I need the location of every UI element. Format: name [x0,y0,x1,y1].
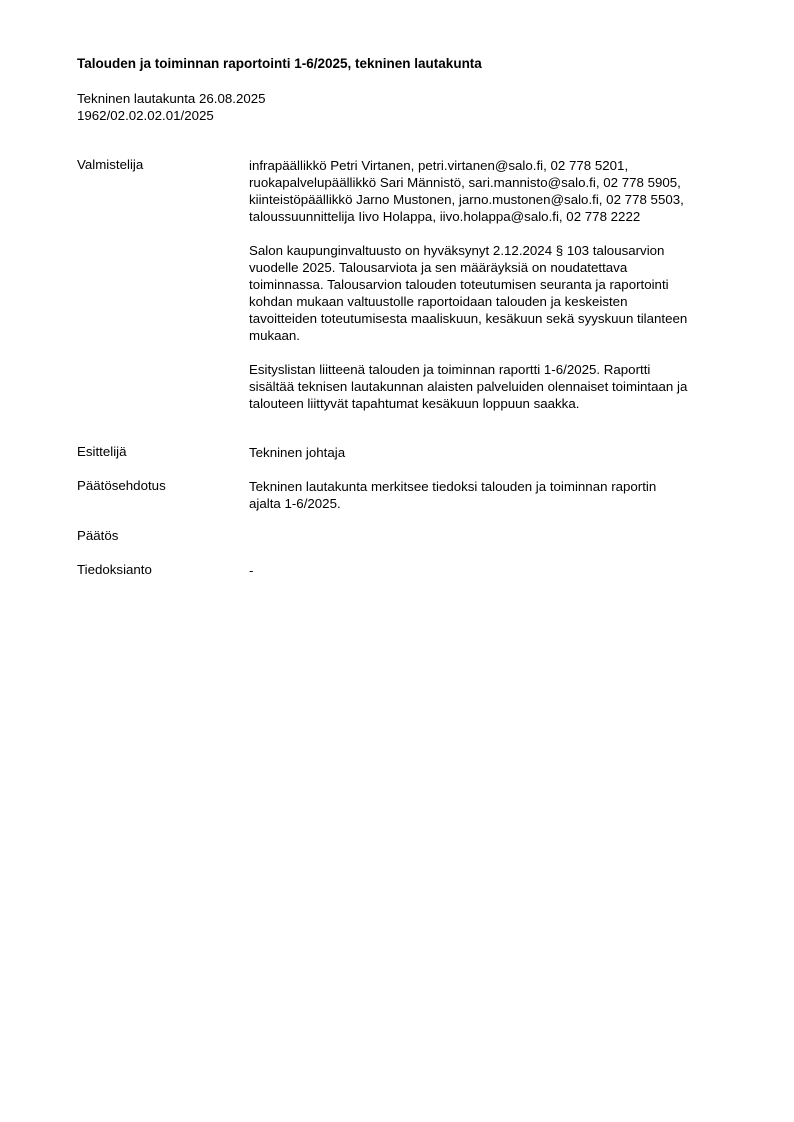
notification-label: Tiedoksianto [77,562,152,577]
preparer-contacts [249,157,739,225]
paragraph-line: talouteen liittyvät tapahtumat kesäkuun loppuun saakka. [249,396,580,411]
proposal-line: Tekninen lautakunta merkitsee tiedoksi talouden ja toiminnan raportin [249,479,657,494]
document-title: Talouden ja toiminnan raportointi 1-6/2025, tekninen lautakunta [77,56,482,71]
meeting-info [77,90,266,124]
preparer-content [249,157,739,429]
paragraph-line: tavoitteiden toteutumisesta maaliskuun, kesäkuun sekä syyskuun tilanteen [249,311,688,326]
notification-value: - [249,563,254,578]
paragraph-line: Salon kaupunginvaltuusto on hyväksynyt 2.12.2024 § 103 talousarvion [249,243,665,258]
decision-label: Päätös [77,528,119,543]
proposal-content [249,478,739,512]
presenter-text: Tekninen johtaja [249,445,346,460]
contact-line: kiinteistöpäällikkö Jarno Mustonen, jarno.mustonen@salo.fi, 02 778 5503, [249,192,684,207]
contact-line: infrapäällikkö Petri Virtanen, petri.virtanen@salo.fi, 02 778 5201, [249,158,629,173]
paragraph-line: kohdan mukaan valtuustolle raportoidaan talouden ja keskeisten [249,294,628,309]
preparer-paragraph-1 [249,242,739,344]
meeting-name: Tekninen lautakunta 26.08.2025 [77,91,266,106]
paragraph-line: vuodelle 2025. Talousarviota ja sen määräyksiä on noudatettava [249,260,628,275]
presenter-label: Esittelijä [77,444,127,459]
paragraph-line: toiminnassa. Talousarvion talouden toteutumisen seuranta ja raportointi [249,277,669,292]
paragraph-line: Esityslistan liitteenä talouden ja toiminnan raportti 1-6/2025. Raportti [249,362,651,377]
preparer-paragraph-2 [249,361,739,412]
proposal-line: ajalta 1-6/2025. [249,496,341,511]
proposal-label: Päätösehdotus [77,478,166,493]
contact-line: ruokapalvelupäällikkö Sari Männistö, sari.mannisto@salo.fi, 02 778 5905, [249,175,681,190]
record-number: 1962/02.02.02.01/2025 [77,108,214,123]
paragraph-line: sisältää teknisen lautakunnan alaisten palveluiden olennaiset toimintaan ja [249,379,688,394]
contact-line: taloussuunnittelija Iivo Holappa, iivo.holappa@salo.fi, 02 778 2222 [249,209,641,224]
paragraph-line: mukaan. [249,328,300,343]
preparer-label: Valmistelija [77,157,144,172]
presenter-value [249,444,739,461]
